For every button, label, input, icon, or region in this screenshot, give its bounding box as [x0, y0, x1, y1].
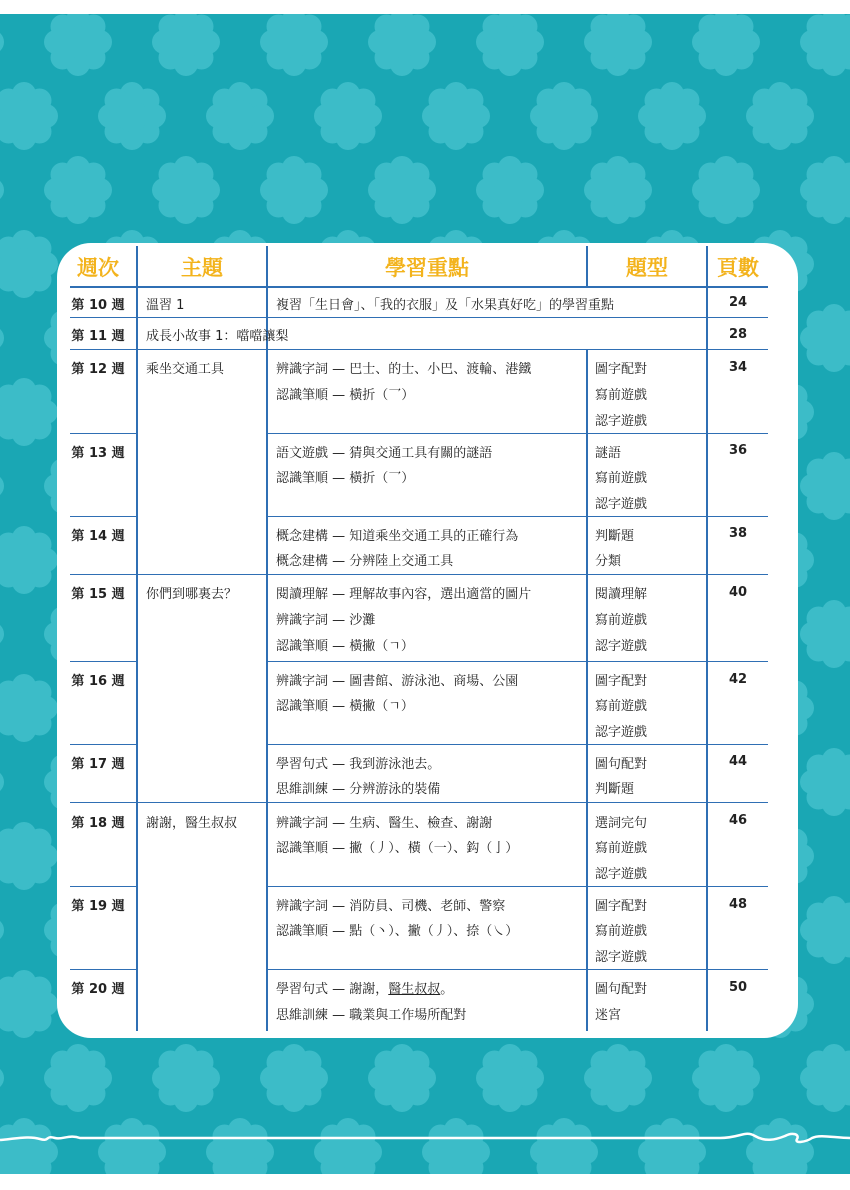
row-rule: [267, 516, 768, 517]
row-rule: [70, 516, 136, 517]
page-cell: 34: [728, 360, 748, 375]
flower-shape: [152, 14, 220, 76]
flower-shape: [0, 14, 4, 76]
row-rule: [70, 317, 768, 318]
flower-shape: [260, 14, 328, 76]
header-type: 題型: [626, 256, 668, 280]
type-line: 圖句配對: [595, 757, 648, 772]
row-rule: [70, 661, 136, 662]
focus-line: 辨識字詞 — 圖書館、游泳池、商場、公園: [276, 674, 519, 689]
flower-shape: [0, 674, 58, 742]
type-line: 寫前遊戲: [595, 388, 648, 403]
flower-shape: [800, 748, 850, 816]
column-rule: [706, 246, 708, 1031]
column-rule: [136, 246, 138, 1031]
type-line: 判斷題: [595, 529, 635, 544]
flower-shape: [476, 156, 544, 224]
focus-line: 認識筆順 — 橫撇（ㄱ）: [276, 639, 414, 654]
flower-shape: [800, 600, 850, 668]
flower-shape: [44, 1044, 112, 1112]
column-rule: [586, 246, 588, 286]
week-cell: 第 14 週: [71, 529, 125, 544]
type-line: 判斷題: [595, 782, 635, 797]
type-line: 認字遊戲: [595, 725, 648, 740]
type-line: 圖字配對: [595, 674, 648, 689]
flower-shape: [0, 1044, 4, 1112]
header-focus: 學習重點: [385, 256, 469, 280]
row-rule: [70, 886, 136, 887]
flower-shape: [152, 156, 220, 224]
focus-line: 認識筆順 — 點（丶）、撇（丿）、捺（㇏）: [276, 924, 519, 939]
focus-line: 辨識字詞 — 巴士、的士、小巴、渡輪、港鐵: [276, 362, 532, 377]
row-rule: [70, 574, 768, 575]
type-line: 認字遊戲: [595, 867, 648, 882]
flower-shape: [800, 452, 850, 520]
flower-shape: [692, 1044, 760, 1112]
focus-line: 辨識字詞 — 消防員、司機、老師、警察: [276, 899, 506, 914]
flower-shape: [44, 14, 112, 76]
flower-shape: [260, 156, 328, 224]
row-rule: [267, 744, 768, 745]
flower-shape: [0, 82, 58, 150]
row-rule: [70, 969, 136, 970]
flower-shape: [422, 82, 490, 150]
column-rule: [586, 349, 588, 1031]
flower-shape: [314, 82, 382, 150]
week-cell: 第 12 週: [71, 362, 125, 377]
flower-shape: [368, 14, 436, 76]
flower-shape: [0, 526, 58, 594]
focus-line: 閱讀理解 — 理解故事內容，選出適當的圖片: [276, 587, 532, 602]
focus-text: 。: [440, 982, 454, 997]
page-cell: 48: [728, 897, 748, 912]
focus-line: 概念建構 — 分辨陸上交通工具: [276, 554, 454, 569]
flower-shape: [530, 82, 598, 150]
flower-shape: [584, 1044, 652, 1112]
type-line: 閱讀理解: [595, 587, 648, 602]
type-line: 分類: [595, 554, 622, 569]
flower-shape: [746, 82, 814, 150]
topic-cell: 謝謝，醫生叔叔: [146, 816, 238, 831]
type-line: 寫前遊戲: [595, 924, 648, 939]
topic-cell: 你們到哪裏去？: [146, 587, 238, 602]
type-line: 認字遊戲: [595, 414, 648, 429]
flower-shape: [0, 378, 58, 446]
week-cell: 第 10 週: [71, 298, 125, 313]
page-cell: 28: [728, 327, 748, 342]
flower-shape: [260, 1044, 328, 1112]
page-cell: 36: [728, 443, 748, 458]
focus-line: 辨識字詞 — 生病、醫生、檢查、謝謝: [276, 816, 493, 831]
focus-line: 思維訓練 — 分辨游泳的裝備: [276, 782, 441, 797]
page-cell: 38: [728, 526, 748, 541]
header-rule: [70, 286, 768, 288]
week-cell: 第 13 週: [71, 446, 125, 461]
flower-shape: [0, 230, 58, 298]
focus-text: 學習句式 — 謝謝，: [276, 982, 389, 997]
flower-shape: [206, 82, 274, 150]
type-line: 寫前遊戲: [595, 699, 648, 714]
header-week: 週次: [77, 256, 119, 280]
page-cell: 46: [728, 813, 748, 828]
row-rule: [70, 744, 136, 745]
page-cell: 24: [728, 295, 748, 310]
page-cell: 42: [728, 672, 748, 687]
flower-shape: [800, 896, 850, 964]
row-rule: [267, 661, 768, 662]
flower-shape: [476, 1044, 544, 1112]
focus-line: 複習「生日會」、「我的衣服」及「水果真好吃」的學習重點: [276, 298, 615, 313]
focus-line: 學習句式 — 我到游泳池去。: [276, 757, 441, 772]
focus-underlined-text: 醫生叔叔: [388, 982, 441, 997]
flower-shape: [0, 748, 4, 816]
week-cell: 第 19 週: [71, 899, 125, 914]
type-line: 寫前遊戲: [595, 841, 648, 856]
type-line: 寫前遊戲: [595, 613, 648, 628]
focus-line: 思維訓練 — 職業與工作場所配對: [276, 1008, 467, 1023]
type-line: 認字遊戲: [595, 950, 648, 965]
column-rule: [266, 246, 268, 1031]
type-line: 認字遊戲: [595, 639, 648, 654]
flower-shape: [368, 1044, 436, 1112]
week-cell: 第 18 週: [71, 816, 125, 831]
flower-shape: [0, 970, 58, 1038]
flower-shape: [584, 156, 652, 224]
focus-line: 認識筆順 — 橫折（乛）: [276, 388, 415, 403]
week-cell: 第 16 週: [71, 674, 125, 689]
flower-shape: [800, 14, 850, 76]
flower-shape: [0, 156, 4, 224]
type-line: 圖句配對: [595, 982, 648, 997]
focus-line: 認識筆順 — 撇（丿）、橫（一）、鈎（亅）: [276, 841, 519, 856]
focus-line: 語文遊戲 — 猜與交通工具有關的謎語: [276, 446, 493, 461]
week-cell: 第 17 週: [71, 757, 125, 772]
week-cell: 第 15 週: [71, 587, 125, 602]
type-line: 迷宮: [595, 1008, 622, 1023]
row-rule: [70, 349, 768, 350]
type-line: 圖字配對: [595, 362, 648, 377]
flower-shape: [476, 14, 544, 76]
flower-shape: [800, 1044, 850, 1112]
topic-cell: 乘坐交通工具: [146, 362, 225, 377]
flower-shape: [800, 156, 850, 224]
type-line: 認字遊戲: [595, 497, 648, 512]
row-rule: [70, 433, 136, 434]
row-rule: [267, 886, 768, 887]
flower-shape: [368, 156, 436, 224]
flower-shape: [152, 1044, 220, 1112]
flower-shape: [0, 822, 58, 890]
topic-cell: 成長小故事 1：噹噹讓梨: [146, 329, 289, 344]
decorative-scribble-line: [0, 1126, 850, 1156]
flower-shape: [0, 304, 4, 372]
type-line: 寫前遊戲: [595, 471, 648, 486]
flower-shape: [638, 82, 706, 150]
row-rule: [267, 433, 768, 434]
page-cell: 50: [728, 980, 748, 995]
flower-shape: [0, 452, 4, 520]
flower-shape: [44, 156, 112, 224]
type-line: 選詞完句: [595, 816, 648, 831]
flower-shape: [584, 14, 652, 76]
flower-shape: [800, 304, 850, 372]
flower-shape: [0, 896, 4, 964]
week-cell: 第 11 週: [71, 329, 125, 344]
type-line: 謎語: [595, 446, 622, 461]
flower-shape: [692, 156, 760, 224]
focus-line: [276, 978, 453, 997]
focus-line: 概念建構 — 知道乘坐交通工具的正確行為: [276, 529, 519, 544]
header-topic: 主題: [181, 256, 223, 280]
week-cell: 第 20 週: [71, 982, 125, 997]
page-cell: 40: [728, 585, 748, 600]
header-pages: 頁數: [717, 256, 759, 280]
focus-line: 認識筆順 — 橫撇（ㄱ）: [276, 699, 414, 714]
focus-line: 辨識字詞 — 沙灘: [276, 613, 376, 628]
flower-shape: [0, 600, 4, 668]
flower-shape: [692, 14, 760, 76]
flower-shape: [98, 82, 166, 150]
row-rule: [267, 969, 768, 970]
type-line: 圖字配對: [595, 899, 648, 914]
topic-cell: 溫習 1: [146, 298, 185, 313]
row-rule: [70, 802, 768, 803]
focus-line: 認識筆順 — 橫折（乛）: [276, 471, 415, 486]
page-cell: 44: [728, 754, 748, 769]
